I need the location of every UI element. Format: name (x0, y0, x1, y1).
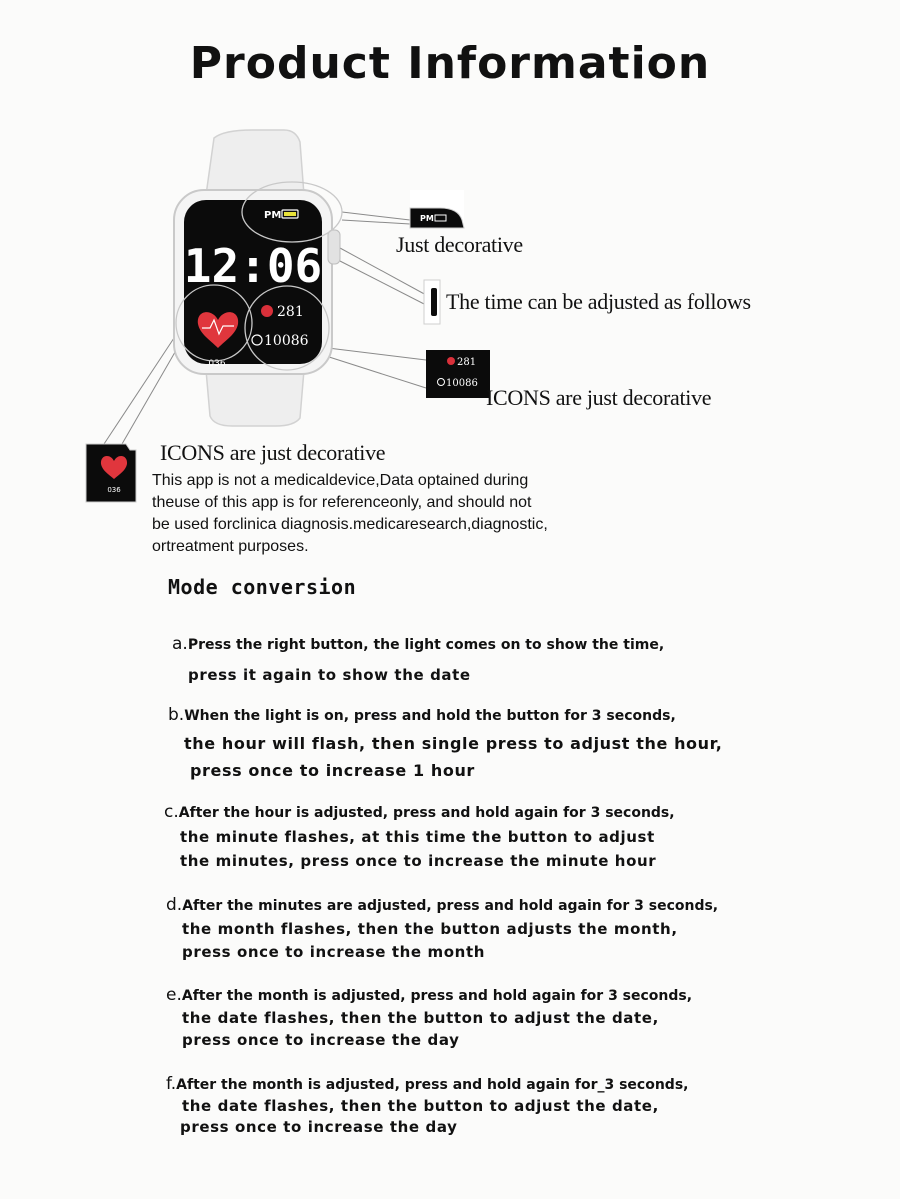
callout-just-decorative: Just decorative (396, 232, 523, 257)
step-line: press once to increase the day (180, 1118, 458, 1136)
step-letter: b. (168, 705, 185, 725)
step-line: After the month is adjusted, press and hold again for_3 seconds, (176, 1077, 689, 1093)
watch-diagram (0, 120, 900, 510)
step-line: After the hour is adjusted, press and hold again for 3 seconds, (178, 805, 675, 821)
zoom-calorie-icon (447, 357, 455, 365)
zoom-heart-value: 036 (107, 486, 121, 494)
watch-pm-label: PM (264, 210, 282, 221)
watch-side-button (328, 230, 340, 264)
calorie-icon (261, 305, 273, 317)
step-letter: c. (164, 802, 179, 822)
battery-level (284, 212, 296, 216)
mode-conversion-heading: Mode conversion (168, 575, 357, 599)
watch-strap-top (206, 130, 304, 195)
step-letter: e. (166, 985, 182, 1005)
step-line: After the minutes are adjusted, press and hold again for 3 seconds, (182, 898, 719, 914)
step-letter: f. (166, 1074, 177, 1094)
disclaimer (152, 470, 612, 558)
step-line: the minutes, press once to increase the minute hour (180, 852, 657, 870)
zoom-stat-bottom: 10086 (446, 378, 478, 389)
disclaimer-line: ortreatment purposes. (152, 538, 309, 555)
step-line: the date flashes, then the button to adjust the date, (182, 1097, 659, 1115)
disclaimer-line: This app is not a medicaldevice,Data optained during (152, 472, 529, 489)
step-line: After the month is adjusted, press and hold again for 3 seconds, (181, 988, 693, 1004)
step-line: press once to increase the day (182, 1031, 460, 1049)
heart-rate-value: 036 (208, 359, 226, 369)
step-line: the month flashes, then the button adjusts the month, (182, 920, 678, 938)
disclaimer-line: theuse of this app is for referenceonly, and should not (152, 494, 532, 511)
callout-icons-left: ICONS are just decorative (160, 440, 386, 465)
step-f (166, 1074, 688, 1138)
step-line: Press the right button, the light comes on to show the time, (187, 637, 665, 653)
step-c (164, 800, 675, 873)
callout-icons-right: ICONS are just decorative (486, 385, 712, 410)
zoom-button-key (431, 288, 437, 316)
callout-time-adjust: The time can be adjusted as follows (446, 289, 751, 314)
disclaimer-line: be used forclinica diagnosis.medicaresearch,diagnostic, (152, 516, 548, 533)
step-line: press once to increase 1 hour (190, 761, 475, 780)
page-title: Product Information (189, 38, 711, 89)
step-line: the hour will flash, then single press to adjust the hour, (184, 734, 723, 753)
step-line: press once to increase the month (182, 943, 485, 961)
watch-strap-bottom (206, 370, 304, 426)
step-letter: a. (172, 634, 188, 654)
zoom-pm-label: PM (420, 214, 434, 223)
step-letter: d. (166, 895, 183, 915)
step-line: the date flashes, then the button to adjust the date, (182, 1009, 659, 1027)
step-a (172, 629, 664, 690)
step-line: the minute flashes, at this time the button to adjust (180, 828, 655, 846)
step-d (166, 894, 718, 964)
step-b (168, 702, 722, 784)
watch-stat-bottom: 10086 (264, 333, 309, 349)
step-line: When the light is on, press and hold the button for 3 seconds, (184, 708, 676, 724)
watch-stat-top: 281 (277, 304, 304, 320)
watch-time: 12:06 (183, 239, 323, 293)
zoom-stat-top: 281 (457, 357, 477, 368)
step-line: press it again to show the date (188, 666, 471, 684)
step-e (166, 984, 692, 1051)
